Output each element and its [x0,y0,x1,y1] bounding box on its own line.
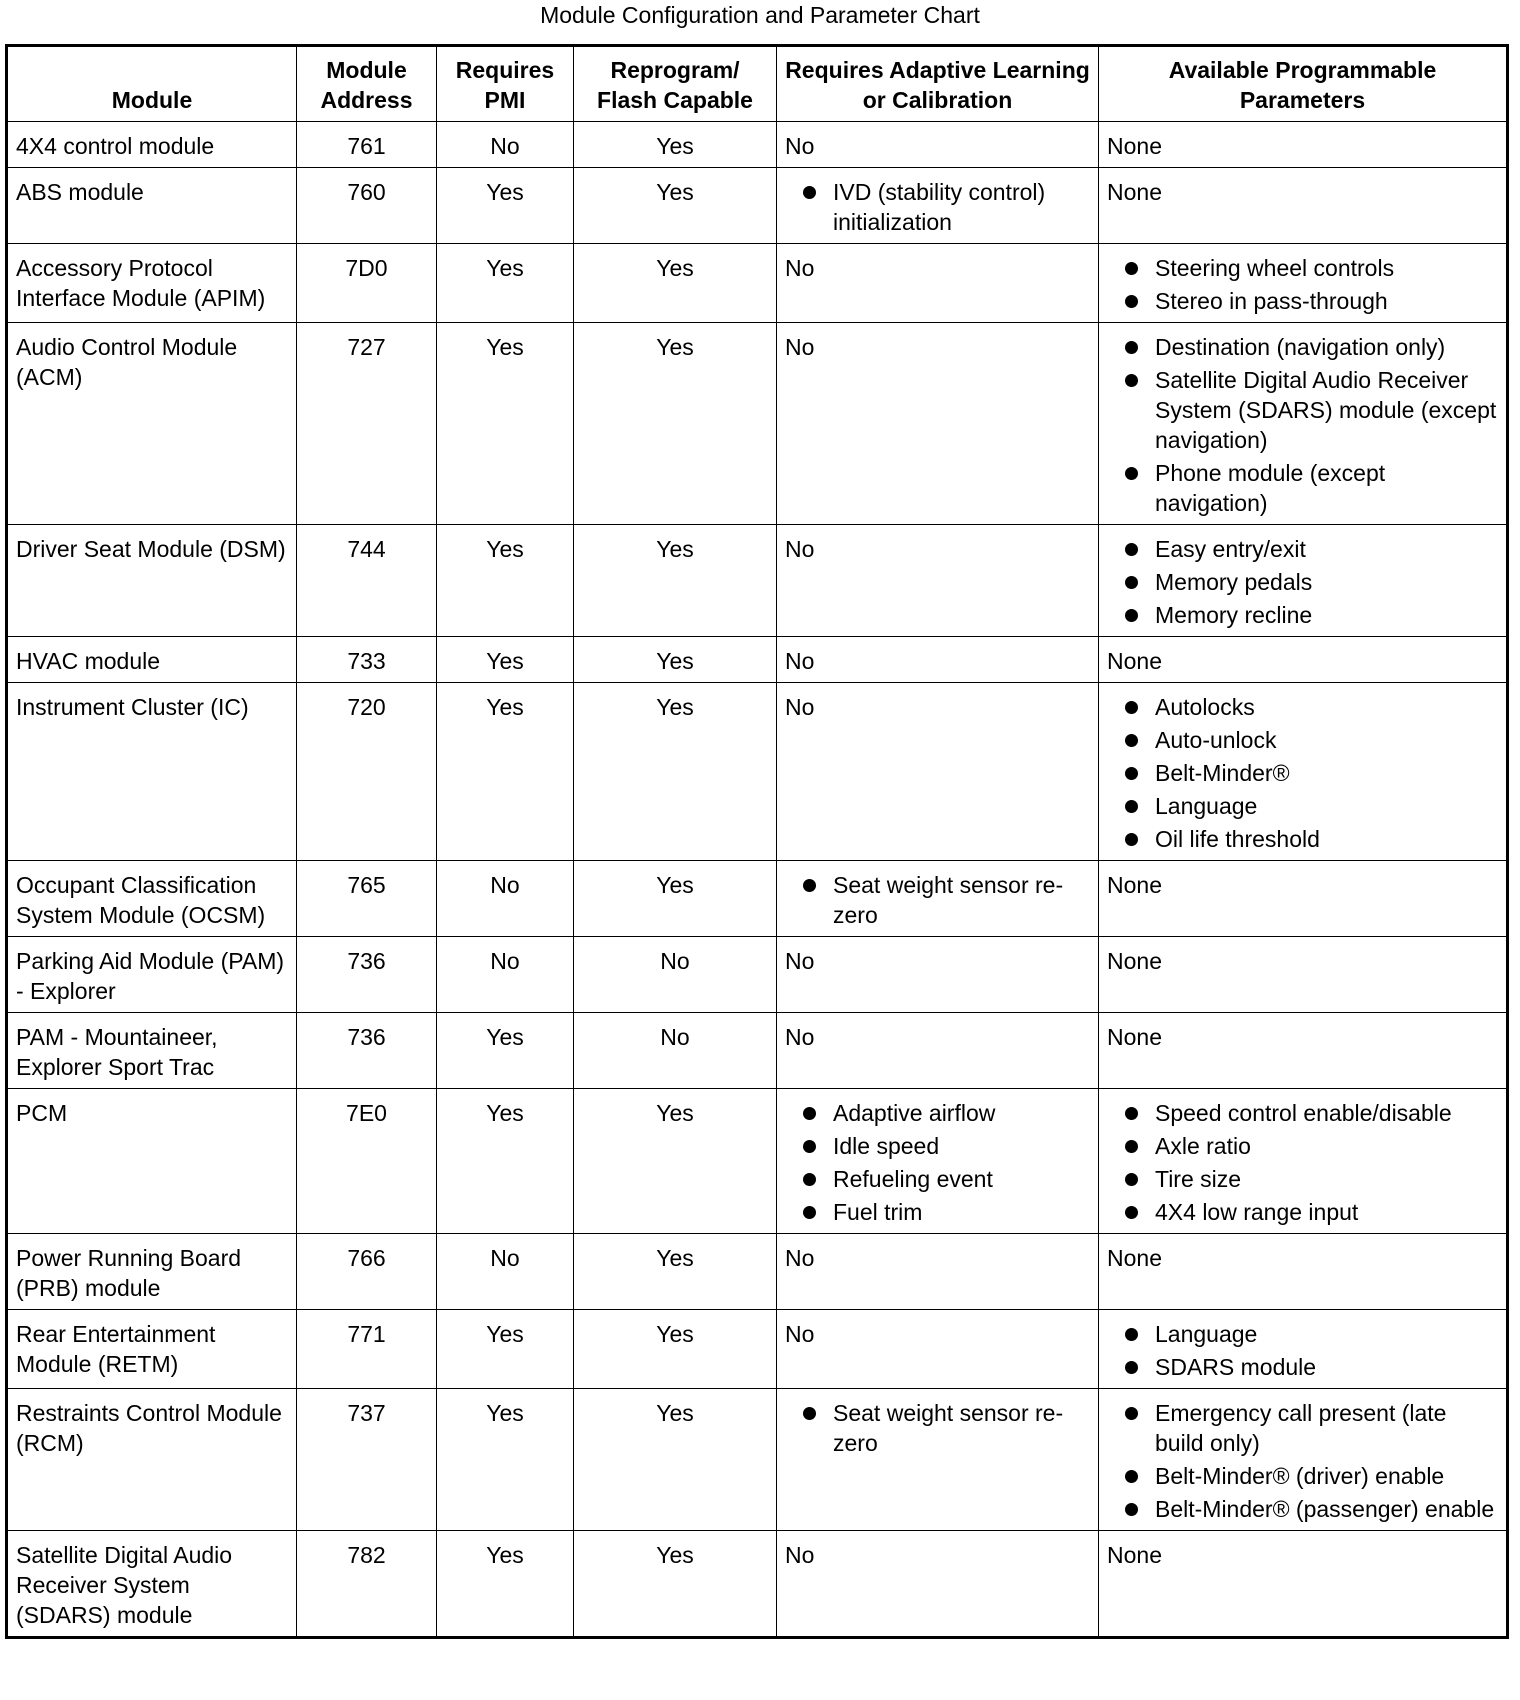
cell-programmable-parameters: None [1099,168,1508,244]
cell-module-address: 782 [297,1531,437,1638]
bullet-item: Belt-Minder® [1107,758,1498,788]
cell-adaptive-learning [777,168,1099,244]
bullet-item: Language [1107,1319,1498,1349]
cell-adaptive-learning: No [777,937,1099,1013]
cell-flash-capable: Yes [574,1531,777,1638]
cell-flash-capable: Yes [574,168,777,244]
cell-adaptive-learning [777,1389,1099,1531]
cell-adaptive-learning-list [785,1398,1090,1458]
bullet-item: Speed control enable/disable [1107,1098,1498,1128]
cell-module: Accessory Protocol Interface Module (APIM) [7,244,297,323]
cell-module-address: 737 [297,1389,437,1531]
cell-module: ABS module [7,168,297,244]
cell-requires-pmi: No [437,861,574,937]
cell-module: Driver Seat Module (DSM) [7,525,297,637]
bullet-item: 4X4 low range input [1107,1197,1498,1227]
cell-flash-capable: Yes [574,122,777,168]
cell-requires-pmi: Yes [437,168,574,244]
bullet-item: Satellite Digital Audio Receiver System (SDARS) module (except navigation) [1107,365,1498,455]
cell-programmable-parameters-list [1107,534,1498,630]
cell-module: Restraints Control Module (RCM) [7,1389,297,1531]
cell-programmable-parameters [1099,525,1508,637]
cell-module-address: 744 [297,525,437,637]
cell-module-address: 766 [297,1234,437,1310]
cell-module: Instrument Cluster (IC) [7,683,297,861]
cell-flash-capable: Yes [574,637,777,683]
cell-module: Audio Control Module (ACM) [7,323,297,525]
bullet-item: Belt-Minder® (driver) enable [1107,1461,1498,1491]
cell-module-address: 736 [297,937,437,1013]
table-row [7,1310,1508,1389]
header-row [7,46,1508,122]
table-row [7,1089,1508,1234]
cell-requires-pmi: Yes [437,244,574,323]
cell-adaptive-learning: No [777,244,1099,323]
cell-flash-capable: Yes [574,244,777,323]
bullet-item: Easy entry/exit [1107,534,1498,564]
cell-flash-capable: Yes [574,1310,777,1389]
cell-module-address: 727 [297,323,437,525]
column-header-module: Module [7,46,297,122]
bullet-item: Idle speed [785,1131,1090,1161]
cell-module-address: 733 [297,637,437,683]
table-row [7,1389,1508,1531]
cell-adaptive-learning [777,861,1099,937]
table-header [7,46,1508,122]
table-row [7,244,1508,323]
cell-programmable-parameters-list [1107,1098,1498,1227]
cell-programmable-parameters: None [1099,1234,1508,1310]
cell-programmable-parameters [1099,244,1508,323]
cell-requires-pmi: Yes [437,323,574,525]
cell-adaptive-learning: No [777,637,1099,683]
cell-flash-capable: Yes [574,323,777,525]
bullet-item: Phone module (except navigation) [1107,458,1498,518]
bullet-item: Tire size [1107,1164,1498,1194]
cell-programmable-parameters [1099,323,1508,525]
bullet-item: Steering wheel controls [1107,253,1498,283]
cell-programmable-parameters: None [1099,861,1508,937]
bullet-item: Fuel trim [785,1197,1090,1227]
bullet-item: IVD (stability control) initialization [785,177,1090,237]
cell-flash-capable: No [574,1013,777,1089]
module-configuration-table [5,44,1509,1639]
cell-adaptive-learning: No [777,525,1099,637]
cell-module: PAM - Mountaineer, Explorer Sport Trac [7,1013,297,1089]
cell-adaptive-learning: No [777,1234,1099,1310]
bullet-item: Oil life threshold [1107,824,1498,854]
column-header-reprogram-flash: Reprogram/ Flash Capable [574,46,777,122]
cell-adaptive-learning-list [785,870,1090,930]
cell-flash-capable: Yes [574,1234,777,1310]
cell-flash-capable: Yes [574,525,777,637]
table-row [7,122,1508,168]
bullet-item: Auto-unlock [1107,725,1498,755]
cell-requires-pmi: Yes [437,683,574,861]
table-row [7,1234,1508,1310]
table-row [7,525,1508,637]
column-header-requires-pmi: Requires PMI [437,46,574,122]
cell-programmable-parameters: None [1099,122,1508,168]
table-body [7,122,1508,1638]
cell-module: Occupant Classification System Module (OCSM) [7,861,297,937]
cell-requires-pmi: No [437,1234,574,1310]
cell-module: Parking Aid Module (PAM) - Explorer [7,937,297,1013]
cell-requires-pmi: Yes [437,1089,574,1234]
table-row [7,937,1508,1013]
cell-module-address: 736 [297,1013,437,1089]
cell-programmable-parameters: None [1099,637,1508,683]
cell-flash-capable: Yes [574,1089,777,1234]
bullet-item: Axle ratio [1107,1131,1498,1161]
cell-flash-capable: Yes [574,683,777,861]
cell-programmable-parameters: None [1099,937,1508,1013]
cell-module-address: 771 [297,1310,437,1389]
cell-adaptive-learning: No [777,323,1099,525]
bullet-item: Emergency call present (late build only) [1107,1398,1498,1458]
cell-programmable-parameters-list [1107,1398,1498,1524]
cell-requires-pmi: Yes [437,1389,574,1531]
cell-adaptive-learning: No [777,1013,1099,1089]
cell-programmable-parameters-list [1107,332,1498,518]
cell-flash-capable: Yes [574,861,777,937]
table-row [7,683,1508,861]
cell-requires-pmi: Yes [437,525,574,637]
cell-module-address: 760 [297,168,437,244]
column-header-programmable-parameters: Available Programmable Parameters [1099,46,1508,122]
bullet-item: Stereo in pass-through [1107,286,1498,316]
bullet-item: Refueling event [785,1164,1090,1194]
cell-flash-capable: No [574,937,777,1013]
cell-programmable-parameters [1099,1089,1508,1234]
cell-module-address: 7D0 [297,244,437,323]
bullet-item: Adaptive airflow [785,1098,1090,1128]
cell-requires-pmi: Yes [437,1531,574,1638]
bullet-item: Belt-Minder® (passenger) enable [1107,1494,1498,1524]
cell-adaptive-learning [777,1089,1099,1234]
cell-adaptive-learning: No [777,122,1099,168]
cell-module-address: 761 [297,122,437,168]
cell-programmable-parameters [1099,683,1508,861]
table-row [7,168,1508,244]
cell-module: 4X4 control module [7,122,297,168]
cell-module: PCM [7,1089,297,1234]
bullet-item: Memory pedals [1107,567,1498,597]
cell-programmable-parameters [1099,1389,1508,1531]
cell-module: HVAC module [7,637,297,683]
table-row [7,861,1508,937]
cell-module: Satellite Digital Audio Receiver System (SDARS) module [7,1531,297,1638]
cell-requires-pmi: Yes [437,1310,574,1389]
cell-programmable-parameters: None [1099,1013,1508,1089]
bullet-item: SDARS module [1107,1352,1498,1382]
cell-adaptive-learning-list [785,1098,1090,1227]
column-header-adaptive-learning: Requires Adaptive Learning or Calibration [777,46,1099,122]
bullet-item: Destination (navigation only) [1107,332,1498,362]
chart-title: Module Configuration and Parameter Chart [540,2,980,28]
table-row [7,637,1508,683]
table-row [7,1531,1508,1638]
cell-requires-pmi: No [437,122,574,168]
cell-adaptive-learning: No [777,1310,1099,1389]
cell-adaptive-learning: No [777,1531,1099,1638]
cell-module: Power Running Board (PRB) module [7,1234,297,1310]
bullet-item: Seat weight sensor re-zero [785,1398,1090,1458]
cell-adaptive-learning-list [785,177,1090,237]
table-row [7,323,1508,525]
cell-flash-capable: Yes [574,1389,777,1531]
cell-module-address: 720 [297,683,437,861]
cell-module-address: 7E0 [297,1089,437,1234]
cell-requires-pmi: Yes [437,1013,574,1089]
cell-programmable-parameters-list [1107,692,1498,854]
cell-module-address: 765 [297,861,437,937]
cell-module: Rear Entertainment Module (RETM) [7,1310,297,1389]
cell-programmable-parameters-list [1107,1319,1498,1382]
cell-programmable-parameters [1099,1310,1508,1389]
cell-adaptive-learning: No [777,683,1099,861]
cell-requires-pmi: Yes [437,637,574,683]
bullet-item: Seat weight sensor re-zero [785,870,1090,930]
cell-programmable-parameters-list [1107,253,1498,316]
cell-programmable-parameters: None [1099,1531,1508,1638]
bullet-item: Memory recline [1107,600,1498,630]
cell-requires-pmi: No [437,937,574,1013]
bullet-item: Autolocks [1107,692,1498,722]
table-row [7,1013,1508,1089]
column-header-module-address: Module Address [297,46,437,122]
bullet-item: Language [1107,791,1498,821]
